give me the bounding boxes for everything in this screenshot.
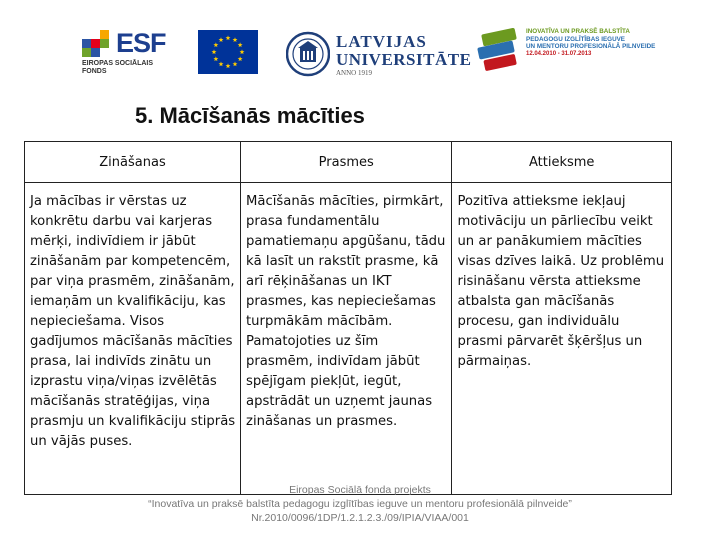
esf-logo-square-icon: [82, 48, 91, 57]
competence-table: [24, 141, 672, 495]
footer-project-title: “Inovatīva un praksē balstīta pedagogu izglītības ieguve un mentoru profesionālā pilnveide”: [148, 498, 572, 510]
esf-logo-square-icon: [100, 30, 109, 39]
attitude-cell: Pozitīva attieksme iekļauj motivāciju un pārliecību veikt un ar panākumiem mācīties visas dzīves laikā. Uz problēmu risināšanu vērsta attieksme atbalsta gan mācīšanās procesu, gan individuālu prasmi pārvarēt šķēršļus un pārmaiņas.: [452, 183, 672, 495]
esf-logo-square-icon: [82, 39, 91, 48]
esf-logo-square-icon: [100, 39, 109, 48]
university-logo: [286, 26, 472, 82]
esf-logo-square-icon: [91, 48, 100, 57]
eu-flag-icon: [198, 30, 258, 74]
project-logo-emblem-icon: [474, 27, 522, 73]
university-seal-icon: [286, 28, 330, 80]
university-founded: ANNO 1919: [336, 69, 372, 77]
footer-project-number: Nr.2010/0096/1DP/1.2.1.2.3./09/IPIA/VIAA/001: [251, 512, 469, 524]
project-logo-text: INOVATĪVA UN PRAKSĒ BALSTĪTA PEDAGOGU IZGLĪTĪBAS IEGUVE UN MENTORU PROFESIONĀLĀ PILNVEIDE 12.04.2010 - 31.07.2013: [526, 28, 656, 57]
column-header-attitude: Attieksme: [452, 142, 672, 183]
university-name-line1: LATVIJAS: [336, 32, 427, 51]
esf-logo-square-icon: [91, 39, 100, 48]
column-header-knowledge: Zināšanas: [25, 142, 241, 183]
esf-logo-subtitle: EIROPAS SOCIĀLAIS FONDS: [82, 60, 154, 75]
footer: [130, 483, 590, 525]
university-name-line2: UNIVERSITĀTE: [336, 50, 472, 69]
esf-logo-text: ESF: [116, 28, 166, 58]
slide-title: 5. Mācīšanās mācīties: [135, 103, 365, 128]
column-header-skills: Prasmes: [241, 142, 452, 183]
knowledge-cell: Ja mācības ir vērstas uz konkrētu darbu vai karjeras mērķi, indivīdiem ir jābūt zināšanām par kompetencēm, par viņa prasmēm, zināšanām, iemaņām un kvalifikāciju, kas nepieciešama. Visos gadījumos mācīšanās mācīties prasa, lai indivīds zinātu un izprastu viņa/viņas izvēlētās mācīšanās stratēģijas, viņa prasmju un kvalifikāciju stiprās un vājās puses.: [25, 183, 241, 495]
esf-logo: [80, 28, 190, 78]
project-logo: [474, 25, 674, 75]
skills-cell: Mācīšanās mācīties, pirmkārt, prasa fundamentālu pamatiemaņu apgūšanu, tādu kā lasīt un rakstīt prasme, kā arī rēķināšanas un IKT prasmes, kas nepieciešamas turpmākām mācībām. Pamatojoties uz šīm prasmēm, indivīdam jābūt spējīgam piekļūt, iegūt, apstrādāt un uzņemt jaunas zināšanas un prasmes.: [241, 183, 452, 495]
table-header-row: [25, 142, 672, 183]
table-row: [25, 183, 672, 495]
footer-project-line: Eiropas Sociālā fonda projekts: [289, 484, 431, 496]
